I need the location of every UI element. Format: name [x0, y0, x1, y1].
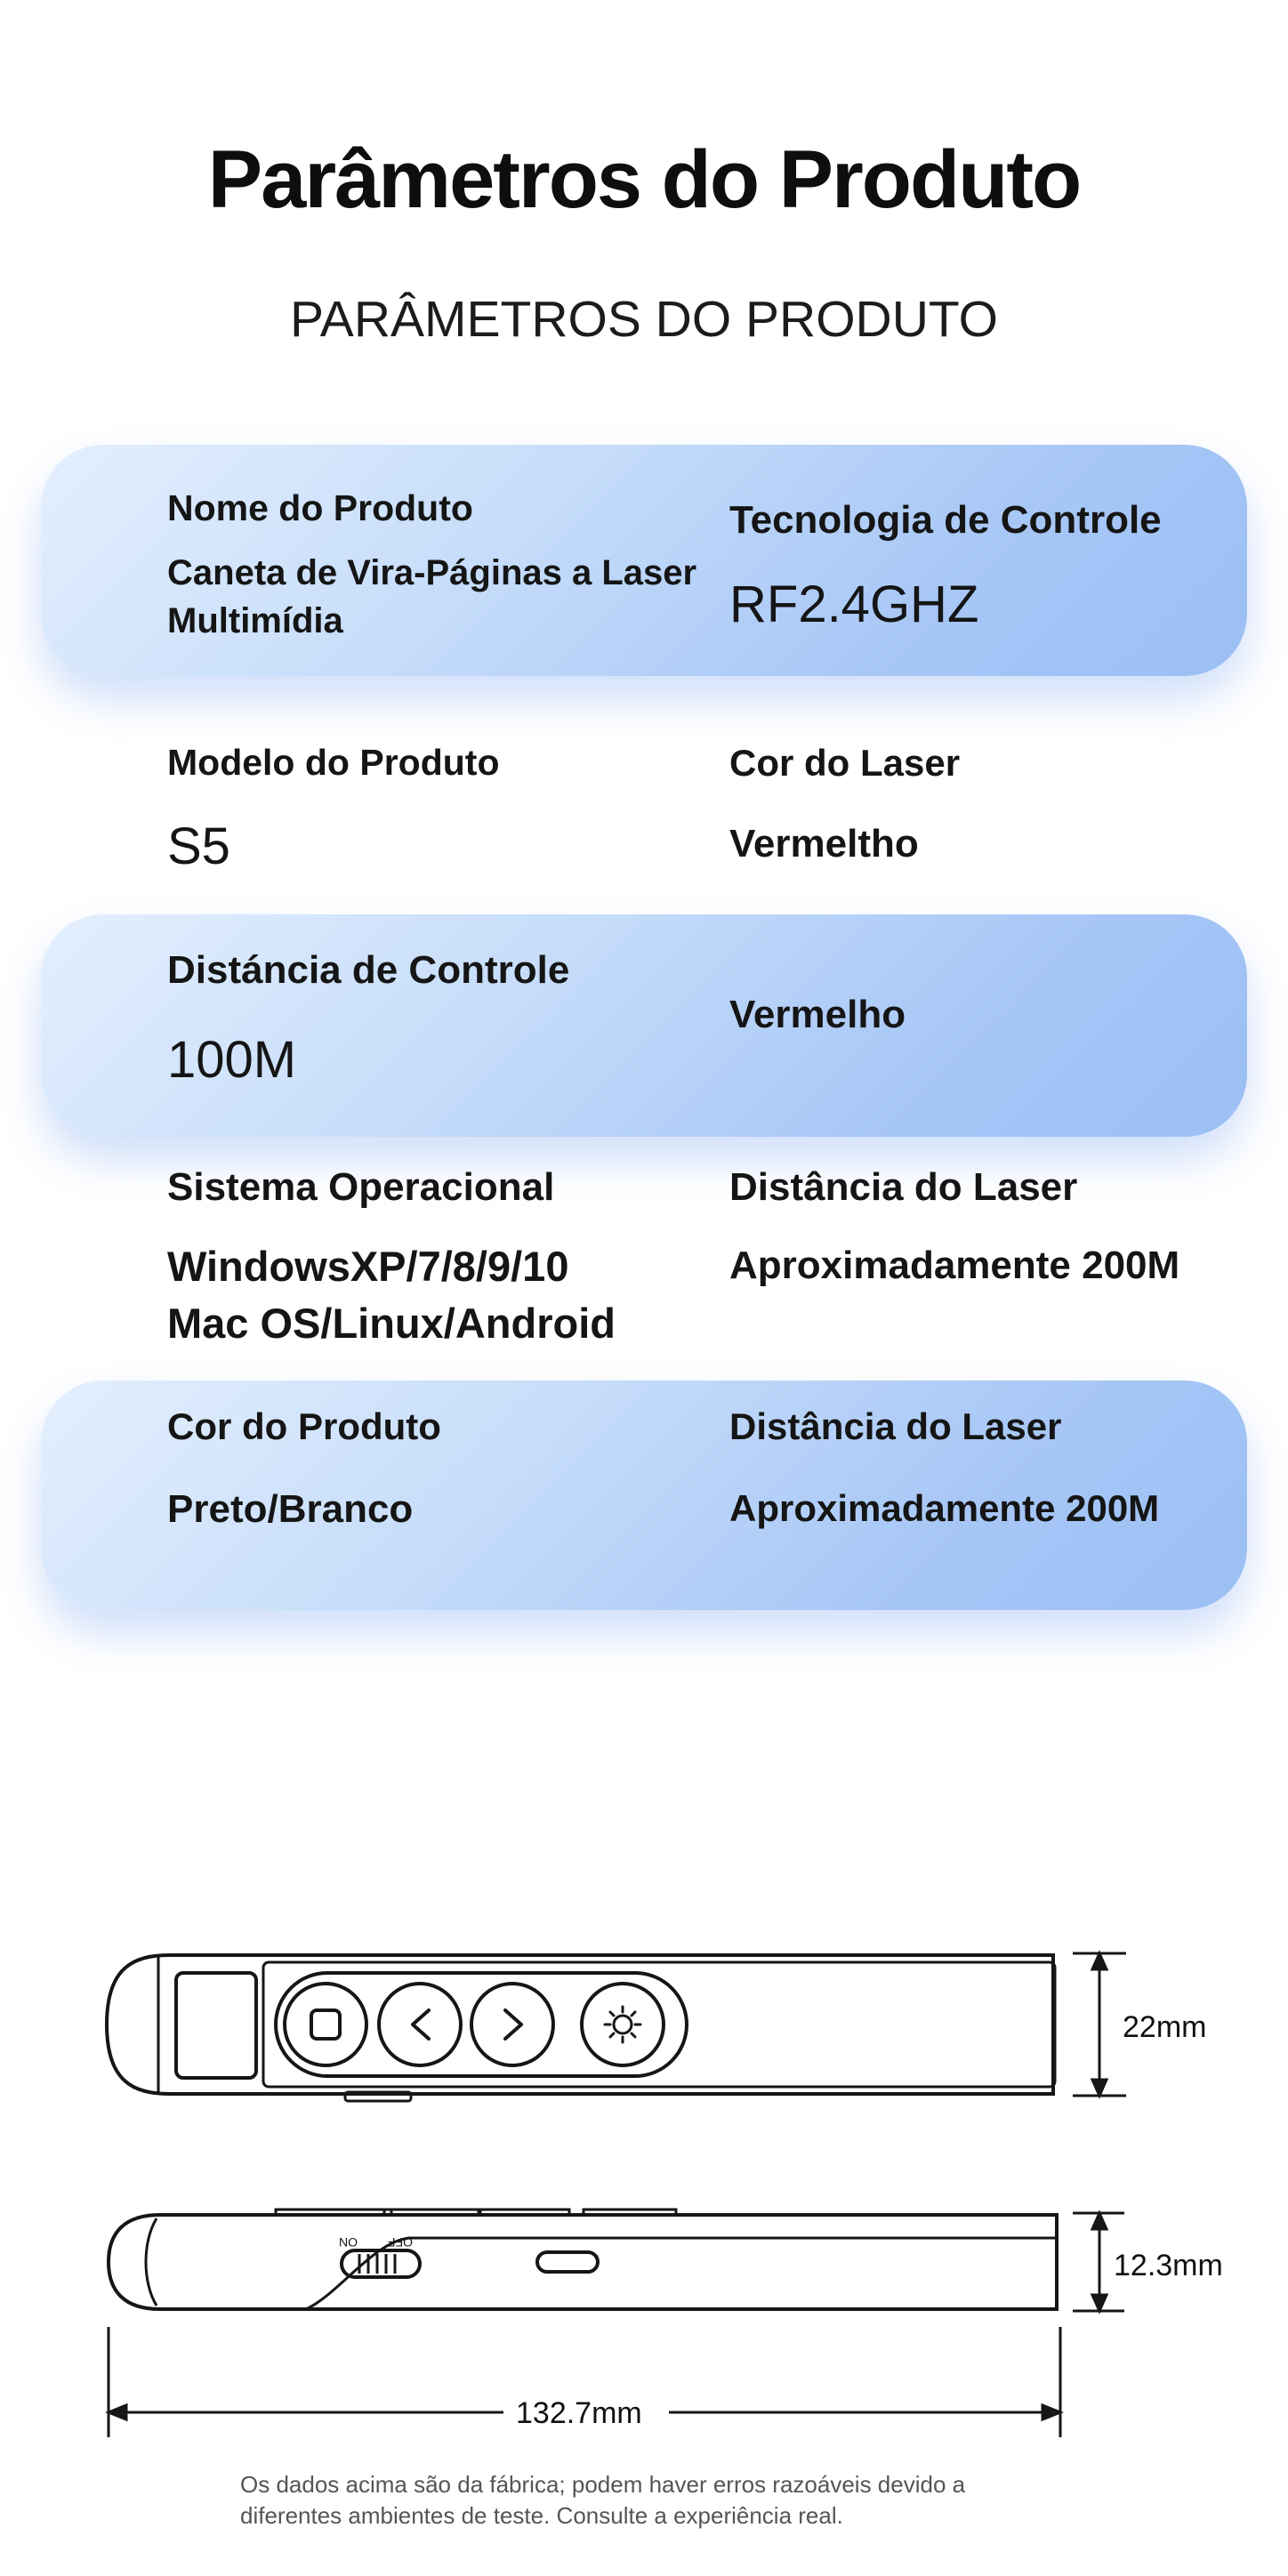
product-color-label: Cor do Produto: [167, 1405, 441, 1447]
stop-icon: [311, 2010, 340, 2039]
laser-color-value: Vermeltho: [729, 822, 919, 865]
thickness-dimension-label: 12.3mm: [1114, 2249, 1223, 2282]
model-value: S5: [167, 817, 230, 875]
laser-color-label: Cor do Laser: [729, 742, 961, 784]
laser-distance-value-a: Aproximadamente 200M: [729, 1244, 1180, 1287]
control-distance-label: Distáncia de Controle: [167, 948, 570, 992]
control-tech-label: Tecnologia de Controle: [729, 498, 1162, 542]
disclaimer-line-2: diferentes ambientes de teste. Consulte a experiência real.: [240, 2502, 843, 2529]
previous-button-outline: [379, 1984, 461, 2065]
laser-icon: [605, 2007, 640, 2042]
product-color-value: Preto/Branco: [167, 1487, 414, 1531]
disclaimer-note: [240, 2469, 965, 2532]
os-value-line1: WindowsXP/7/8/9/10: [167, 1243, 569, 1290]
next-icon: [505, 2010, 521, 2039]
stop-button-outline: [285, 1984, 366, 2065]
laser-distance-label-b: Distância do Laser: [729, 1405, 1062, 1447]
laser-button-outline: [582, 1984, 664, 2065]
pointer-side-view: [109, 2215, 1057, 2309]
switch-off-label: OFF: [388, 2235, 413, 2250]
length-dimension-label: 132.7mm: [516, 2396, 642, 2430]
os-label: Sistema Operacional: [167, 1165, 555, 1209]
pointer-front-window: [176, 1973, 256, 2078]
product-name-label: Nome do Produto: [167, 487, 473, 528]
next-button-outline: [471, 1984, 553, 2065]
laser-distance-value-b: Aproximadamente 200M: [729, 1487, 1160, 1529]
model-label: Modelo do Produto: [167, 742, 500, 783]
disclaimer-line-1: Os dados acima são da fábrica; podem haver erros razoáveis devido a: [240, 2471, 966, 2498]
product-name-value-line2: Multimídia: [167, 601, 343, 640]
previous-icon: [413, 2010, 429, 2039]
button-panel: [276, 1973, 687, 2076]
control-tech-value: RF2.4GHZ: [729, 576, 979, 633]
os-value-line2: Mac OS/Linux/Android: [167, 1300, 616, 1347]
page-title: Parâmetros do Produto: [207, 134, 1081, 225]
height-dimension-label: 22mm: [1123, 2010, 1207, 2044]
page-subtitle: PARÂMETROS DO PRODUTO: [290, 291, 998, 348]
switch-on-label: ON: [339, 2235, 358, 2250]
row3-right-value: Vermelho: [729, 993, 906, 1036]
usb-c-port: [537, 2252, 598, 2272]
laser-distance-label-a: Distância do Laser: [729, 1165, 1078, 1209]
control-distance-value: 100M: [167, 1031, 297, 1089]
product-name-value-line1: Caneta de Vira-Páginas a Laser: [167, 553, 697, 592]
